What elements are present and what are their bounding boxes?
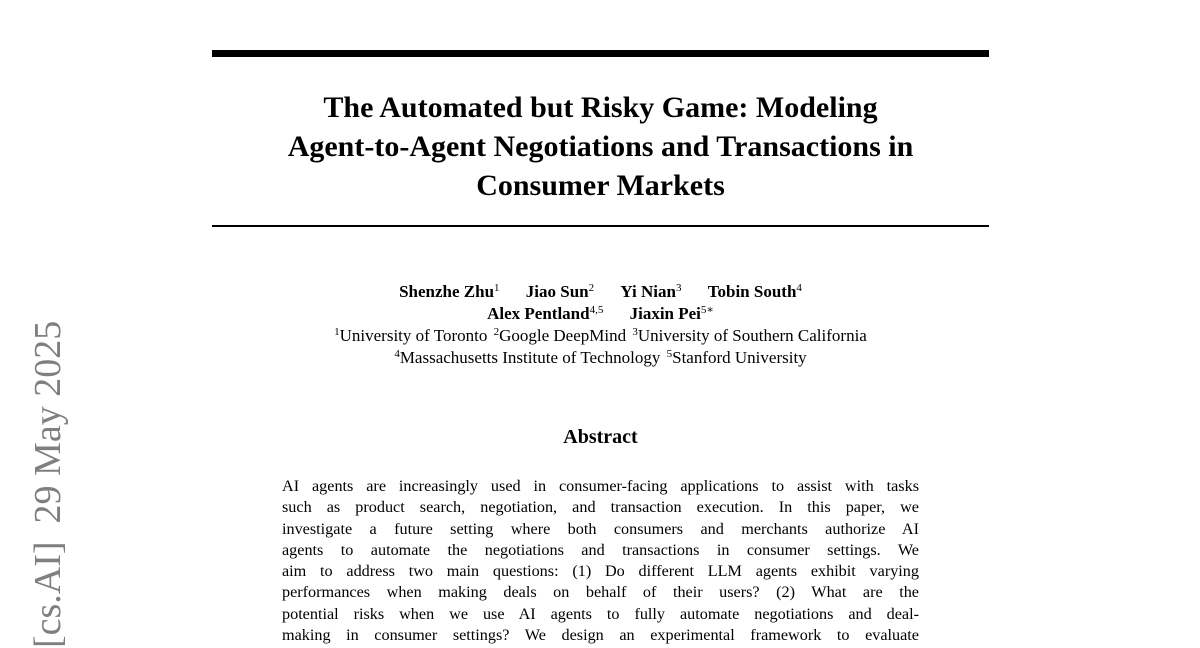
abstract-line: potential risks when we use AI agents to fully automate negotiations and deal-: [282, 604, 919, 623]
author: Tobin South$^4$: [707, 282, 802, 301]
title-line: The Automated but Risky Game: Modeling: [323, 91, 878, 124]
abstract-line: such as product search, negotiation, and transaction execution. In this paper, we: [282, 498, 919, 517]
arxiv-category: [cs.AI]: [27, 541, 69, 648]
arxiv-identifier-stamp: [26, 321, 70, 648]
author: Shenzhe Zhu$^1$: [399, 282, 500, 301]
affiliation-row: [212, 325, 989, 347]
abstract-body: [282, 476, 919, 646]
author: Jiaxin Pei$^{5∗}$: [629, 304, 714, 323]
abstract-line: investigate a future setting where both consumers and merchants authorize AI: [282, 519, 919, 538]
title-bottom-rule: [212, 225, 989, 227]
abstract-line: performances when making deals on behalf of their users? (2) What are the: [282, 583, 919, 602]
author-row: [212, 303, 989, 325]
title-top-rule: [212, 50, 989, 57]
author: Jiao Sun$^2$: [525, 282, 595, 301]
arxiv-date: 29 May 2025: [27, 320, 69, 524]
affiliation: $^1$University of Toronto: [334, 326, 488, 345]
affiliation: $^2$Google DeepMind: [493, 326, 627, 345]
author-row: [212, 281, 989, 303]
affiliation: $^5$Stanford University: [666, 348, 807, 367]
abstract-heading: Abstract: [563, 426, 638, 448]
abstract-line: aim to address two main questions: (1) Do different LLM agents exhibit varying: [282, 562, 919, 581]
affiliation-row: [212, 347, 989, 369]
affiliation: $^4$Massachusetts Institute of Technology: [394, 348, 661, 367]
abstract-line: making in consumer settings? We design an experimental framework to evaluate: [282, 626, 919, 645]
abstract-line: AI agents are increasingly used in consumer-facing applications to assist with tasks: [282, 477, 919, 495]
author: Yi Nian$^3$: [620, 282, 682, 301]
paper-title: [212, 88, 989, 205]
author-block: [212, 281, 989, 369]
author: Alex Pentland$^{4,5}$: [487, 304, 604, 323]
title-line: Consumer Markets: [476, 169, 725, 202]
affiliation: $^3$University of Southern California: [632, 326, 867, 345]
title-line: Agent-to-Agent Negotiations and Transactions in: [287, 130, 914, 163]
abstract-line: agents to automate the negotiations and transactions in consumer settings. We: [282, 540, 919, 559]
